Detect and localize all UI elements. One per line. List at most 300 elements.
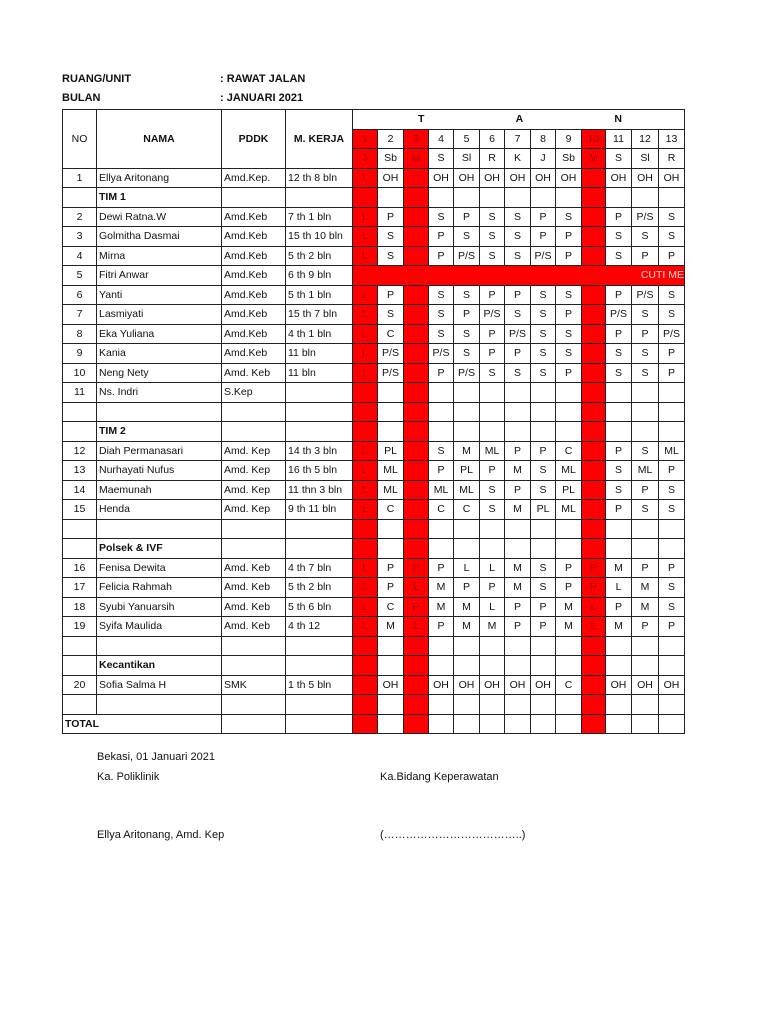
blank-row <box>63 402 685 422</box>
shift-cell: M <box>505 500 531 520</box>
schedule-table <box>62 109 685 734</box>
shift-cell <box>582 675 606 695</box>
no-cell: 5 <box>63 266 97 286</box>
shift-cell <box>404 441 429 461</box>
shift-cell <box>404 305 429 325</box>
blank-row <box>63 636 685 656</box>
shift-cell <box>404 383 429 403</box>
staff-education: Amd.Keb <box>222 227 286 247</box>
day-number: 9 <box>556 129 582 149</box>
shift-cell: M <box>606 558 632 578</box>
total-cell <box>582 714 606 734</box>
shift-cell: P <box>632 324 659 344</box>
shift-cell <box>404 402 429 422</box>
shift-cell <box>606 695 632 715</box>
staff-row <box>63 324 685 344</box>
shift-cell <box>582 636 606 656</box>
shift-cell <box>531 519 556 539</box>
shift-cell <box>429 422 454 442</box>
shift-cell: P <box>659 617 685 637</box>
shift-cell <box>505 519 531 539</box>
staff-name: Maemunah <box>97 480 222 500</box>
section-row <box>63 422 685 442</box>
shift-cell <box>531 695 556 715</box>
shift-cell: P <box>378 578 404 598</box>
shift-cell <box>454 695 480 715</box>
shift-cell: S <box>505 227 531 247</box>
shift-cell: S <box>659 305 685 325</box>
shift-cell: C <box>378 500 404 520</box>
shift-cell <box>429 188 454 208</box>
shift-cell: S <box>606 344 632 364</box>
shift-cell: OH <box>606 168 632 188</box>
shift-cell: L <box>353 578 378 598</box>
shift-cell <box>404 695 429 715</box>
masa-kerja-cell <box>286 656 353 676</box>
shift-cell: S <box>659 480 685 500</box>
section-title: Kecantikan <box>97 656 222 676</box>
shift-cell <box>404 500 429 520</box>
staff-tenure: 5 th 6 bln <box>286 597 353 617</box>
total-cell <box>531 714 556 734</box>
shift-cell <box>505 402 531 422</box>
shift-cell: P <box>505 441 531 461</box>
shift-cell: S <box>454 227 480 247</box>
shift-cell <box>606 539 632 559</box>
shift-cell: PL <box>556 480 582 500</box>
shift-cell <box>531 422 556 442</box>
shift-cell: S <box>632 441 659 461</box>
shift-cell: ML <box>659 441 685 461</box>
shift-cell <box>454 422 480 442</box>
shift-cell <box>353 675 378 695</box>
total-label: TOTAL <box>63 714 222 734</box>
staff-education: SMK <box>222 675 286 695</box>
shift-cell: L <box>353 363 378 383</box>
weekday-cell: R <box>480 149 505 169</box>
staff-tenure: 11 thn 3 bln <box>286 480 353 500</box>
shift-cell: P <box>606 324 632 344</box>
staff-tenure: 4 th 1 bln <box>286 324 353 344</box>
shift-cell: OH <box>531 675 556 695</box>
shift-cell: S <box>454 285 480 305</box>
weekday-cell: J <box>353 149 378 169</box>
shift-cell <box>429 656 454 676</box>
shift-cell: P <box>429 227 454 247</box>
staff-education: Amd. Keb <box>222 558 286 578</box>
shift-cell: P <box>505 480 531 500</box>
staff-row <box>63 363 685 383</box>
shift-cell: P <box>505 285 531 305</box>
empty-cell <box>63 402 97 422</box>
shift-cell <box>353 636 378 656</box>
weekday-cell: Sb <box>556 149 582 169</box>
shift-cell: M <box>454 441 480 461</box>
shift-cell: M <box>556 617 582 637</box>
shift-cell: S <box>531 578 556 598</box>
shift-cell: M <box>429 597 454 617</box>
staff-row <box>63 344 685 364</box>
shift-cell: S <box>531 558 556 578</box>
shift-cell: ML <box>454 480 480 500</box>
shift-cell: P/S <box>659 324 685 344</box>
shift-cell: S <box>632 500 659 520</box>
shift-cell: S <box>505 305 531 325</box>
shift-cell: L <box>353 558 378 578</box>
shift-cell <box>505 422 531 442</box>
shift-cell <box>582 188 606 208</box>
shift-cell: OH <box>429 168 454 188</box>
section-row <box>63 539 685 559</box>
shift-cell: M <box>429 578 454 598</box>
shift-cell: P <box>531 207 556 227</box>
unit-value: : RAWAT JALAN <box>220 73 306 85</box>
shift-cell: OH <box>632 675 659 695</box>
total-cell <box>404 714 429 734</box>
shift-cell: ML <box>480 441 505 461</box>
shift-cell: ML <box>556 500 582 520</box>
shift-cell: ML <box>378 461 404 481</box>
no-cell: 3 <box>63 227 97 247</box>
shift-cell <box>454 636 480 656</box>
staff-row <box>63 597 685 617</box>
no-cell <box>63 188 97 208</box>
staff-row <box>63 168 685 188</box>
shift-cell: S <box>531 305 556 325</box>
shift-cell: P <box>582 578 606 598</box>
staff-tenure: 16 th 5 bln <box>286 461 353 481</box>
day-number: 3 <box>404 129 429 149</box>
shift-cell: P <box>659 344 685 364</box>
shift-cell: PL <box>454 461 480 481</box>
shift-cell: P/S <box>378 363 404 383</box>
staff-row <box>63 246 685 266</box>
shift-cell <box>582 383 606 403</box>
staff-education: Amd. Keb <box>222 578 286 598</box>
shift-cell: P <box>429 558 454 578</box>
shift-cell: P <box>480 461 505 481</box>
shift-cell: M <box>632 597 659 617</box>
staff-row <box>63 617 685 637</box>
shift-cell: S <box>480 363 505 383</box>
weekday-cell: S <box>429 149 454 169</box>
shift-cell: S <box>659 285 685 305</box>
empty-cell <box>63 519 97 539</box>
staff-row <box>63 305 685 325</box>
shift-cell: P <box>429 363 454 383</box>
shift-cell: P <box>556 558 582 578</box>
shift-cell <box>531 188 556 208</box>
shift-cell <box>378 383 404 403</box>
empty-cell <box>222 402 286 422</box>
shift-cell <box>429 383 454 403</box>
total-cell <box>353 714 378 734</box>
no-cell <box>63 539 97 559</box>
staff-tenure: 5 th 1 bln <box>286 285 353 305</box>
shift-cell <box>531 539 556 559</box>
shift-cell: ML <box>556 461 582 481</box>
shift-cell: C <box>429 500 454 520</box>
shift-cell <box>404 422 429 442</box>
staff-name: Lasmiyati <box>97 305 222 325</box>
shift-cell <box>480 188 505 208</box>
shift-cell: S <box>632 363 659 383</box>
shift-cell <box>582 480 606 500</box>
shift-cell: M <box>632 578 659 598</box>
shift-cell: L <box>353 344 378 364</box>
shift-cell <box>531 383 556 403</box>
shift-cell: S <box>606 363 632 383</box>
shift-cell <box>632 402 659 422</box>
shift-cell: L <box>582 597 606 617</box>
shift-cell: M <box>505 558 531 578</box>
shift-cell: C <box>378 324 404 344</box>
shift-cell <box>505 656 531 676</box>
shift-cell <box>606 519 632 539</box>
shift-cell <box>454 188 480 208</box>
staff-tenure: 6 th 9 bln <box>286 266 353 286</box>
total-cell <box>632 714 659 734</box>
shift-cell: P <box>606 500 632 520</box>
shift-cell: P <box>404 558 429 578</box>
empty-cell <box>97 402 222 422</box>
shift-cell: S <box>659 227 685 247</box>
shift-cell <box>505 539 531 559</box>
shift-cell <box>556 422 582 442</box>
shift-cell <box>606 383 632 403</box>
shift-cell <box>353 188 378 208</box>
shift-cell: S <box>659 500 685 520</box>
shift-cell: C <box>454 500 480 520</box>
staff-tenure: 1 th 5 bln <box>286 675 353 695</box>
shift-cell: P/S <box>531 246 556 266</box>
section-row <box>63 656 685 676</box>
shift-cell <box>582 656 606 676</box>
no-cell: 16 <box>63 558 97 578</box>
shift-cell: L <box>454 558 480 578</box>
shift-cell: ML <box>378 480 404 500</box>
shift-cell: L <box>480 597 505 617</box>
shift-cell <box>659 519 685 539</box>
pddk-cell <box>222 539 286 559</box>
shift-cell <box>582 227 606 247</box>
staff-education: Amd. Keb <box>222 597 286 617</box>
shift-cell: OH <box>632 168 659 188</box>
shift-cell: S <box>429 285 454 305</box>
staff-name: Sofia Salma H <box>97 675 222 695</box>
shift-cell <box>454 539 480 559</box>
shift-cell <box>404 539 429 559</box>
shift-cell <box>454 402 480 422</box>
shift-cell <box>659 383 685 403</box>
empty-cell <box>222 519 286 539</box>
shift-cell <box>582 441 606 461</box>
no-cell: 17 <box>63 578 97 598</box>
staff-education: Amd.Keb <box>222 285 286 305</box>
no-cell: 9 <box>63 344 97 364</box>
staff-name: Diah Permanasari <box>97 441 222 461</box>
weekday-cell: K <box>505 149 531 169</box>
shift-cell <box>404 519 429 539</box>
staff-row <box>63 285 685 305</box>
shift-cell <box>404 188 429 208</box>
shift-cell <box>505 695 531 715</box>
shift-cell: P <box>632 246 659 266</box>
shift-cell: OH <box>606 675 632 695</box>
no-cell: 14 <box>63 480 97 500</box>
staff-name: Ns. Indri <box>97 383 222 403</box>
day-number: 6 <box>480 129 505 149</box>
shift-cell: M <box>454 617 480 637</box>
shift-cell <box>606 656 632 676</box>
shift-cell <box>454 519 480 539</box>
shift-cell <box>480 695 505 715</box>
shift-cell <box>582 324 606 344</box>
no-cell: 10 <box>63 363 97 383</box>
no-cell <box>63 422 97 442</box>
staff-row <box>63 500 685 520</box>
shift-cell: P/S <box>429 344 454 364</box>
col-header-pddk: PDDK <box>222 110 286 169</box>
staff-row <box>63 207 685 227</box>
shift-cell: P <box>378 285 404 305</box>
no-cell: 2 <box>63 207 97 227</box>
staff-education: Amd.Keb <box>222 207 286 227</box>
shift-cell <box>556 636 582 656</box>
shift-cell <box>404 656 429 676</box>
weekday-cell: Sl <box>454 149 480 169</box>
shift-cell <box>606 188 632 208</box>
no-cell: 18 <box>63 597 97 617</box>
total-cell <box>480 714 505 734</box>
staff-row <box>63 675 685 695</box>
shift-cell: M <box>480 617 505 637</box>
empty-cell <box>286 695 353 715</box>
shift-cell: P <box>378 207 404 227</box>
shift-cell: P <box>404 597 429 617</box>
shift-cell: S <box>556 324 582 344</box>
shift-cell: S <box>454 324 480 344</box>
shift-cell <box>404 246 429 266</box>
day-number: 12 <box>632 129 659 149</box>
staff-name: Nurhayati Nufus <box>97 461 222 481</box>
shift-cell: M <box>505 461 531 481</box>
staff-education: Amd. Keb <box>222 617 286 637</box>
shift-cell: S <box>556 344 582 364</box>
month-value: : JANUARI 2021 <box>220 92 304 104</box>
empty-cell <box>63 636 97 656</box>
shift-cell <box>378 422 404 442</box>
shift-cell: S <box>531 324 556 344</box>
section-title: TIM 2 <box>97 422 222 442</box>
shift-cell <box>429 539 454 559</box>
shift-cell: P <box>531 617 556 637</box>
no-cell: 15 <box>63 500 97 520</box>
no-cell: 20 <box>63 675 97 695</box>
day-number: 13 <box>659 129 685 149</box>
col-header-nama: NAMA <box>97 110 222 169</box>
staff-education: Amd.Keb <box>222 305 286 325</box>
shift-cell: L <box>353 246 378 266</box>
shift-cell <box>556 188 582 208</box>
shift-cell: P <box>632 558 659 578</box>
staff-tenure <box>286 383 353 403</box>
no-cell: 12 <box>63 441 97 461</box>
staff-name: Dewi Ratna.W <box>97 207 222 227</box>
tan-letter: T <box>418 113 425 126</box>
shift-cell <box>378 636 404 656</box>
shift-cell: L <box>480 558 505 578</box>
weekday-cell: J <box>531 149 556 169</box>
shift-cell: OH <box>454 168 480 188</box>
shift-cell: S <box>480 227 505 247</box>
shift-cell <box>582 344 606 364</box>
staff-row <box>63 266 685 286</box>
shift-cell: S <box>606 246 632 266</box>
staff-name: Neng Nety <box>97 363 222 383</box>
staff-name: Henda <box>97 500 222 520</box>
shift-cell <box>632 695 659 715</box>
section-title: TIM 1 <box>97 188 222 208</box>
shift-cell <box>480 422 505 442</box>
shift-cell: P <box>531 227 556 247</box>
staff-row <box>63 227 685 247</box>
shift-cell <box>378 656 404 676</box>
no-cell: 8 <box>63 324 97 344</box>
shift-cell <box>582 422 606 442</box>
weekday-cell: R <box>659 149 685 169</box>
tan-letter: N <box>614 113 622 126</box>
shift-cell: P <box>556 578 582 598</box>
staff-row <box>63 383 685 403</box>
shift-cell <box>632 656 659 676</box>
header-row-1 <box>63 110 685 130</box>
staff-row <box>63 461 685 481</box>
staff-name: Golmitha Dasmai <box>97 227 222 247</box>
shift-cell: L <box>353 500 378 520</box>
shift-cell: S <box>659 207 685 227</box>
staff-tenure: 5 th 2 bln <box>286 246 353 266</box>
staff-education: Amd. Kep <box>222 441 286 461</box>
shift-cell <box>531 636 556 656</box>
shift-cell: S <box>531 344 556 364</box>
shift-cell: P/S <box>378 344 404 364</box>
shift-cell <box>659 636 685 656</box>
shift-cell: M <box>454 597 480 617</box>
shift-cell: P <box>531 441 556 461</box>
empty-cell <box>286 636 353 656</box>
staff-name: Fenisa Dewita <box>97 558 222 578</box>
shift-cell: L <box>582 617 606 637</box>
shift-cell <box>582 246 606 266</box>
shift-cell: P <box>505 344 531 364</box>
shift-cell: S <box>606 461 632 481</box>
no-cell: 4 <box>63 246 97 266</box>
shift-cell: P/S <box>505 324 531 344</box>
place-date: Bekasi, 01 Januari 2021 <box>97 751 216 763</box>
shift-cell <box>582 539 606 559</box>
shift-cell: S <box>480 480 505 500</box>
staff-name: Felicia Rahmah <box>97 578 222 598</box>
shift-cell: P <box>659 363 685 383</box>
unit-label: RUANG/UNIT <box>62 73 132 85</box>
day-number: 7 <box>505 129 531 149</box>
shift-cell <box>480 656 505 676</box>
shift-cell <box>404 363 429 383</box>
shift-cell <box>480 519 505 539</box>
shift-cell: S <box>531 461 556 481</box>
shift-cell <box>582 168 606 188</box>
